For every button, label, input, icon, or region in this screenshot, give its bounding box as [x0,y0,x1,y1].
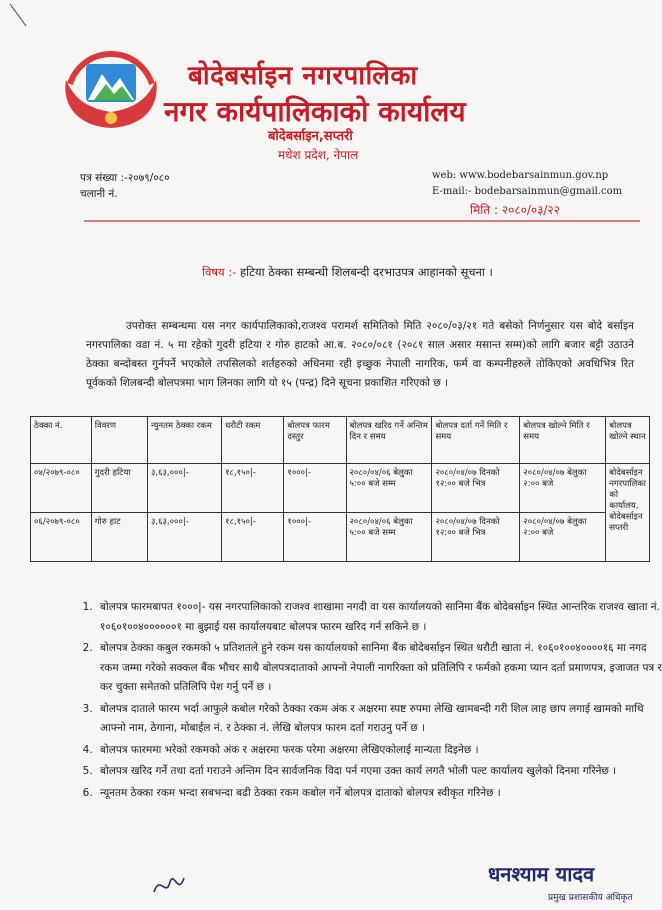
list-item: 5. बोलपत्र खरिद गर्ने तथा दर्ता गराउने अन्तिम दिन सार्वजनिक विदा पर्न गएमा उक्त कार्य लगतै भोली पल्ट कार्यालय खुलेको दिनमा गरिनेछ । [96,762,662,782]
column-header: बोलपत्र खरिद गर्ने अन्तिम दिन र समय [346,417,432,464]
website-link[interactable]: web: www.bodebarsainmun.gov.np [432,170,609,181]
column-header: बोलपत्र दर्ता गर्ने मिति र समय [432,417,520,464]
office-address: बोदेबर्साइन,सप्तरी [268,129,353,144]
list-item: 2. बोलपत्र ठेक्का कबुल रकमको ५ प्रतिशतले हुने रकम यस कार्यालयको सानिमा बैंक बोदेबर्साइन स्थित धरौटी खाता नं. १०६०१००४००००१६ मा नगद रकम जम्मा गरेको सक्कल बैंक भौचर साथै बोलपत्रदाताको आफ्नो नेपाली नागरिक्ता को प्रतिलिपि र फर्मको हकमा प्यान दर्ता प्रमाणपत्र, इजाजत पत्र र कर चुक्ता समेतको प्रतिलिपि पेश गर्नु पर्ने छ । [96,639,662,698]
table-cell: ३,६३,०००|- [147,513,221,562]
subject-text: हटिया ठेक्का सम्बन्धी शिलबन्दी दरभाउपत्र आहानको सूचना । [236,265,493,279]
column-header: बोलपत्र खोल्ने स्थान [606,417,650,464]
table-cell: ३,६३,०००|- [147,464,221,513]
office-province: मधेश प्रदेश, नेपाल [278,148,359,162]
table-cell: २०८०/०४/०६ बेलुका ५:०० बजे सम्म [346,513,432,562]
table-cell: १०००|- [284,464,346,513]
table-row [31,513,650,562]
notice-body-paragraph: उपरोक्त सम्बन्धमा यस नगर कार्यपालिकाको,राजश्व परामर्श समितिको मिति २०८०/०३/२१ गते बसेको निर्णनुसार यस बोदे बर्साइन नगरपालिका वडा नं. ५ मा रहेको गुदरी हटिया र गोरु हाटको आ.ब. २०८०/०८१ (२०८१ साल असार मसान्त सम्म)को लागि बजार बट्टी उठाउने ठेक्का बन्दोबस्त गुर्नपर्ने भएकोले तपसिलको शर्तहरुको अधिनमा रही इच्छुक नेपाली नागरिक, फर्म वा कम्पनीहरुले तोकिएको अवधिभित्र रित पूर्वकको शिलबन्दी बोलपत्रमा भाग लिनका लागि यो १५ (पन्द्र) दिने सूचना प्रकाशित गरिएको छ । [86,320,634,389]
reference-number: पत्र संख्या :-२०७९/०८० [80,172,170,184]
table-cell: गोरु हाट [91,513,147,562]
table-cell: २०८०/०४/०७ बेलुका २:०० बजे [520,464,606,513]
email-link[interactable]: E-mail:- bodebarsainmun@gmail.com [432,186,623,197]
list-item: 1. बोलपत्र फारमबापत १०००|- यस नगरपालिकाको राजश्व शाखामा नगदी वा यस कार्यालयको सानिमा बैंक बोदेबर्साइन स्थित आन्तरिक राजश्व खाता नं. १०६०१००४००००००१ मा बुझाई यस कार्यालयबाट बोलपत्र फारम खरिद गर्न सकिने छ । [96,598,662,637]
column-header: न्युनतम ठेक्का रकम [147,417,221,464]
table-cell: ०४/२०७९-०८० [31,464,92,513]
list-item: 3. बोलपत्र दाताले फारम भर्दा आफुले कबोल गरेको ठेक्का रकम अंक र अक्षरमा स्पष्ट रुपमा लेखि खामबन्दी गरी शिल लाह छाप लगाई खामको माथि आफ्नो नाम, ठेगाना, मोबाईल नं. र ठेक्का नं. लेखि बोलपत्र फारम दर्ता गराउनु पर्ने छ । [96,700,662,739]
signatory-designation: प्रमुख प्रशासकीय अधिकृत [548,893,633,903]
table-cell: गुदरी हटिया [91,464,147,513]
municipality-emblem-icon [56,40,166,136]
subject-line [202,265,493,280]
table-cell: १८,१५०|- [222,513,284,562]
office-name-line2: नगर कार्यपालिकाको कार्यालय [164,95,466,128]
table-cell: बोदेबर्साइन नगरपालिका को कार्यालय, बोदेबर्साइन सप्तरी [606,464,650,562]
column-header: बोलपत्र खोल्ने मिति र समय [520,417,606,464]
letter-date: मिति : २०८०/०३/२२ [470,203,560,217]
terms-list [70,598,662,805]
column-header: विवरण [91,417,147,464]
column-header: ठेक्का नं. [31,417,92,464]
column-header: धरौटी रकम [222,417,284,464]
table-cell: २०८०/०४/०६ बेलुका ५:०० बजे सम्म [346,464,432,513]
subject-label: विषय :- [202,265,237,279]
column-header: बोलपत्र फारम दस्तुर [284,417,346,464]
list-item: 6. न्यूनतम ठेक्का रकम भन्दा सबभन्दा बढी ठेक्का रकम कबोल गर्ने बोलपत्र दाताको बोलपत्र स्वीकृत गरिनेछ । [96,784,662,804]
office-name-line1: बोदेबर्साइन नगरपालिका [188,61,418,91]
table-cell: १०००|- [284,513,346,562]
list-item: 4. बोलपत्र फारममा भरेको रकमको अंक र अक्षरमा फरक परेमा अक्षरमा लेखिएकोलाई मान्यता दिइनेछ । [96,741,662,761]
table-cell: २०८०/०४/०७ दिनको १२:०० बजे भित्र [432,464,520,513]
initials-signature [150,868,188,902]
table-header-row [31,417,650,464]
dispatch-number: चलानी नं. [80,188,118,200]
table-cell: १८,१५०|- [222,464,284,513]
table-cell: २०८०/०४/०७ दिनको १२:०० बजे भित्र [432,513,520,562]
header-divider [84,220,640,222]
pen-mark [4,0,34,30]
signatory-name: धनश्याम यादव [488,862,595,886]
table-row [31,464,650,513]
table-cell: २०८०/०४/०७ बेलुका २:०० बजे [520,513,606,562]
table-cell: ०६/२०७९-०८० [31,513,92,562]
tender-table [30,416,650,562]
